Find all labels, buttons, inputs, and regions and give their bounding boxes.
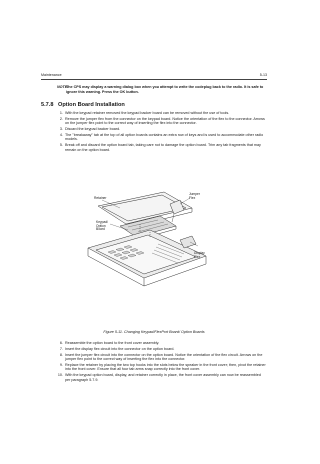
step-text: Break off and discard the option board tab, taking care not to damage the option board. Trim any tab fragments that may remain on the option board. xyxy=(65,143,261,152)
step-number: 1. xyxy=(59,111,63,115)
label-display-flex: Display Flex xyxy=(194,251,205,259)
step-number: 10. xyxy=(57,373,63,378)
step-number: 7. xyxy=(59,346,63,351)
label-jumper-flex: Jumper Flex xyxy=(189,192,200,200)
step-text: With the keypad retainer removed the keypad backer board can be removed without the use of tools. xyxy=(65,111,230,115)
step-number: 2. xyxy=(59,116,63,121)
section-number: 5.7.8 xyxy=(41,102,54,108)
step-number: 8. xyxy=(59,352,63,357)
step-number: 5. xyxy=(59,143,63,148)
step-item xyxy=(58,347,266,352)
step-text: With the keypad option board, display, and retainer correctly in place, the front cover assembly can now be reassembled per paragraph 5.7.9. xyxy=(65,373,261,382)
step-number: 4. xyxy=(59,132,63,137)
step-number: 9. xyxy=(59,362,63,367)
step-text: Discard the keypad backer board. xyxy=(65,127,121,132)
step-item xyxy=(58,143,266,152)
steps-list-b xyxy=(58,341,266,383)
step-text: Insert the jumper flex circuit into the connector on the option board. Notice the orientation of the flex circuit. Arrows on the jumper flex point to the correct way of inserting the flex into the connector. xyxy=(65,352,263,362)
label-keypad-option-board: Keypad/ Option Board xyxy=(96,220,109,232)
step-item xyxy=(58,363,266,372)
step-text: Remove the jumper flex from the connector on the keypad board. Notice the orientation of the flex to the connector. Arrows on the jumper flex point to the correct way of inserting the flex into the connector. xyxy=(65,116,265,126)
section-title: Option Board Installation xyxy=(58,102,125,108)
header-rule xyxy=(41,79,267,80)
step-item xyxy=(58,117,266,126)
step-number: 6. xyxy=(59,341,63,345)
step-item xyxy=(58,373,266,382)
step-text: Reassemble the option board to the front cover assembly. xyxy=(65,341,160,345)
step-item xyxy=(58,341,266,346)
note-text: The CPS may display a warning dialog box when you attempt to write the codeplug back to the radio. It is safe to ignore this warning. Press the OK button. xyxy=(66,85,264,94)
section-heading xyxy=(41,102,267,108)
step-item xyxy=(58,111,266,116)
step-item xyxy=(58,353,266,362)
steps-list-a xyxy=(58,111,266,153)
step-item xyxy=(58,133,266,142)
step-text: Insert the display flex circuit into the connector on the option board. xyxy=(65,346,175,351)
note-label: NOTE: xyxy=(57,85,69,89)
step-item xyxy=(58,127,266,132)
header-page-number: 5-13 xyxy=(259,73,267,77)
step-text: Replace the retainer by placing the two top hooks into the slots below the speaker in the front cover; then, pivot the retainer into the front cover. Ensure that all four tab arms snap correctly into the front cover. xyxy=(65,362,266,372)
label-retainer: Retainer xyxy=(94,196,107,200)
step-text: The "breakaway" tab at the top of all option boards contains an extra row of keys and is used to accommodate other radio models. xyxy=(65,132,264,142)
header-section-name: Maintenance xyxy=(41,73,62,77)
figure-option-board-illustration xyxy=(80,186,220,298)
figure-caption: Figure 5-11. Changing Keypad/FlexPort Board/ Option Boards xyxy=(103,330,205,334)
step-number: 3. xyxy=(59,127,63,132)
